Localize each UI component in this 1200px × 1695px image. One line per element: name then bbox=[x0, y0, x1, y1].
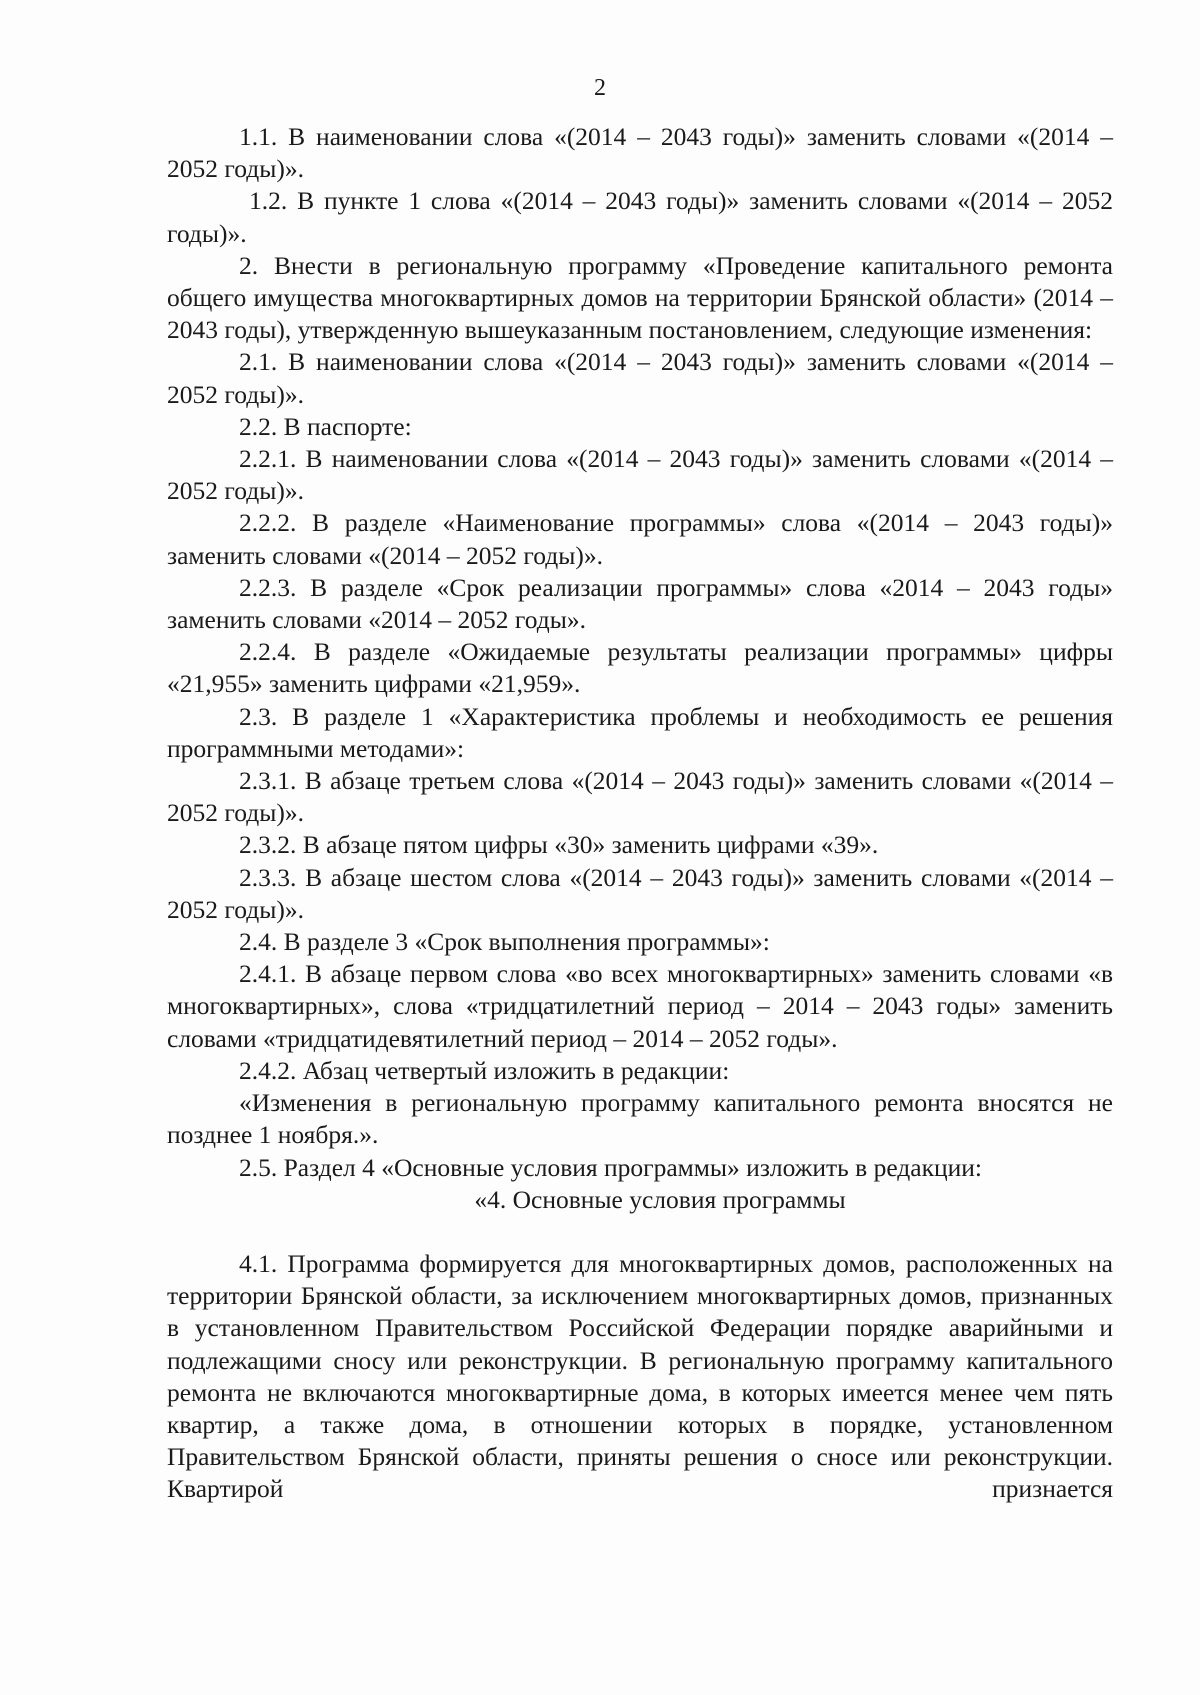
page-number: 2 bbox=[594, 75, 606, 101]
section-spacer bbox=[167, 1216, 1113, 1248]
paragraph-2-4-1: 2.4.1. В абзаце первом слова «во всех многоквартирных» заменить словами «в многоквартирных», слова «тридцатилетний период – 2014 – 2043 годы» заменить словами «тридцатидевятилетний период – 2014 – 2052 годы». bbox=[167, 959, 1113, 1053]
paragraph-2-1: 2.1. В наименовании слова «(2014 – 2043 годы)» заменить словами «(2014 – 2052 годы)». bbox=[167, 347, 1113, 409]
paragraph-1-1: 1.1. В наименовании слова «(2014 – 2043 годы)» заменить словами «(2014 – 2052 годы)». bbox=[167, 122, 1113, 184]
paragraph-2: 2. Внести в региональную программу «Проведение капитального ремонта общего имущества многоквартирных домов на территории Брянской области» (2014 – 2043 годы), утвержденную вышеуказанным постановлением, следующие изменения: bbox=[167, 250, 1113, 345]
paragraph-2-3-2: 2.3.2. В абзаце пятом цифры «30» заменить цифрами «39». bbox=[239, 830, 879, 860]
paragraph-2-4: 2.4. В разделе 3 «Срок выполнения программы»: bbox=[239, 927, 770, 957]
paragraph-2-4-2: 2.4.2. Абзац четвертый изложить в редакции: bbox=[239, 1055, 730, 1085]
paragraph-quote: «Изменения в региональную программу капитального ремонта вносятся не позднее 1 ноября.». bbox=[167, 1088, 1113, 1150]
paragraph-2-2: 2.2. В паспорте: bbox=[239, 411, 412, 441]
paragraph-2-2-1: 2.2.1. В наименовании слова «(2014 – 2043 годы)» заменить словами «(2014 – 2052 годы)». bbox=[167, 444, 1113, 506]
section-heading: «4. Основные условия программы bbox=[474, 1184, 846, 1214]
paragraph-2-3-3: 2.3.3. В абзаце шестом слова «(2014 – 2043 годы)» заменить словами «(2014 – 2052 годы)». bbox=[167, 862, 1113, 924]
paragraph-2-3-1: 2.3.1. В абзаце третьем слова «(2014 – 2043 годы)» заменить словами «(2014 – 2052 годы)». bbox=[167, 766, 1113, 828]
paragraph-2-2-4: 2.2.4. В разделе «Ожидаемые результаты реализации программы» цифры «21,955» заменить цифрами «21,959». bbox=[167, 637, 1113, 699]
document-body bbox=[167, 121, 1113, 1506]
paragraph-1-2: 1.2. В пункте 1 слова «(2014 – 2043 годы)» заменить словами «(2014 – 2052 годы)». bbox=[167, 186, 1113, 248]
paragraph-2-3: 2.3. В разделе 1 «Характеристика проблемы и необходимость ее решения программными методами»: bbox=[167, 701, 1113, 763]
paragraph-2-2-2: 2.2.2. В разделе «Наименование программы» слова «(2014 – 2043 годы)» заменить словами «(2014 – 2052 годы)». bbox=[167, 508, 1113, 570]
section-paragraph-4-1: 4.1. Программа формируется для многоквартирных домов, расположенных на территории Брянской области, за исключением многоквартирных домов, признанных в установленном Правительством Российской Федерации порядке аварийными и подлежащими сносу или реконструкции. В региональную программу капитального ремонта не включаются многоквартирные дома, в которых имеется менее чем пять квартир, а также дома, в отношении которых в порядке, установленном Правительством Брянской области, приняты решения о сносе или реконструкции. Квартирой признается bbox=[167, 1248, 1113, 1504]
paragraph-2-2-3: 2.2.3. В разделе «Срок реализации программы» слова «2014 – 2043 годы» заменить словами «2014 – 2052 годы». bbox=[167, 572, 1113, 635]
paragraph-2-5: 2.5. Раздел 4 «Основные условия программы» изложить в редакции: bbox=[239, 1152, 983, 1182]
